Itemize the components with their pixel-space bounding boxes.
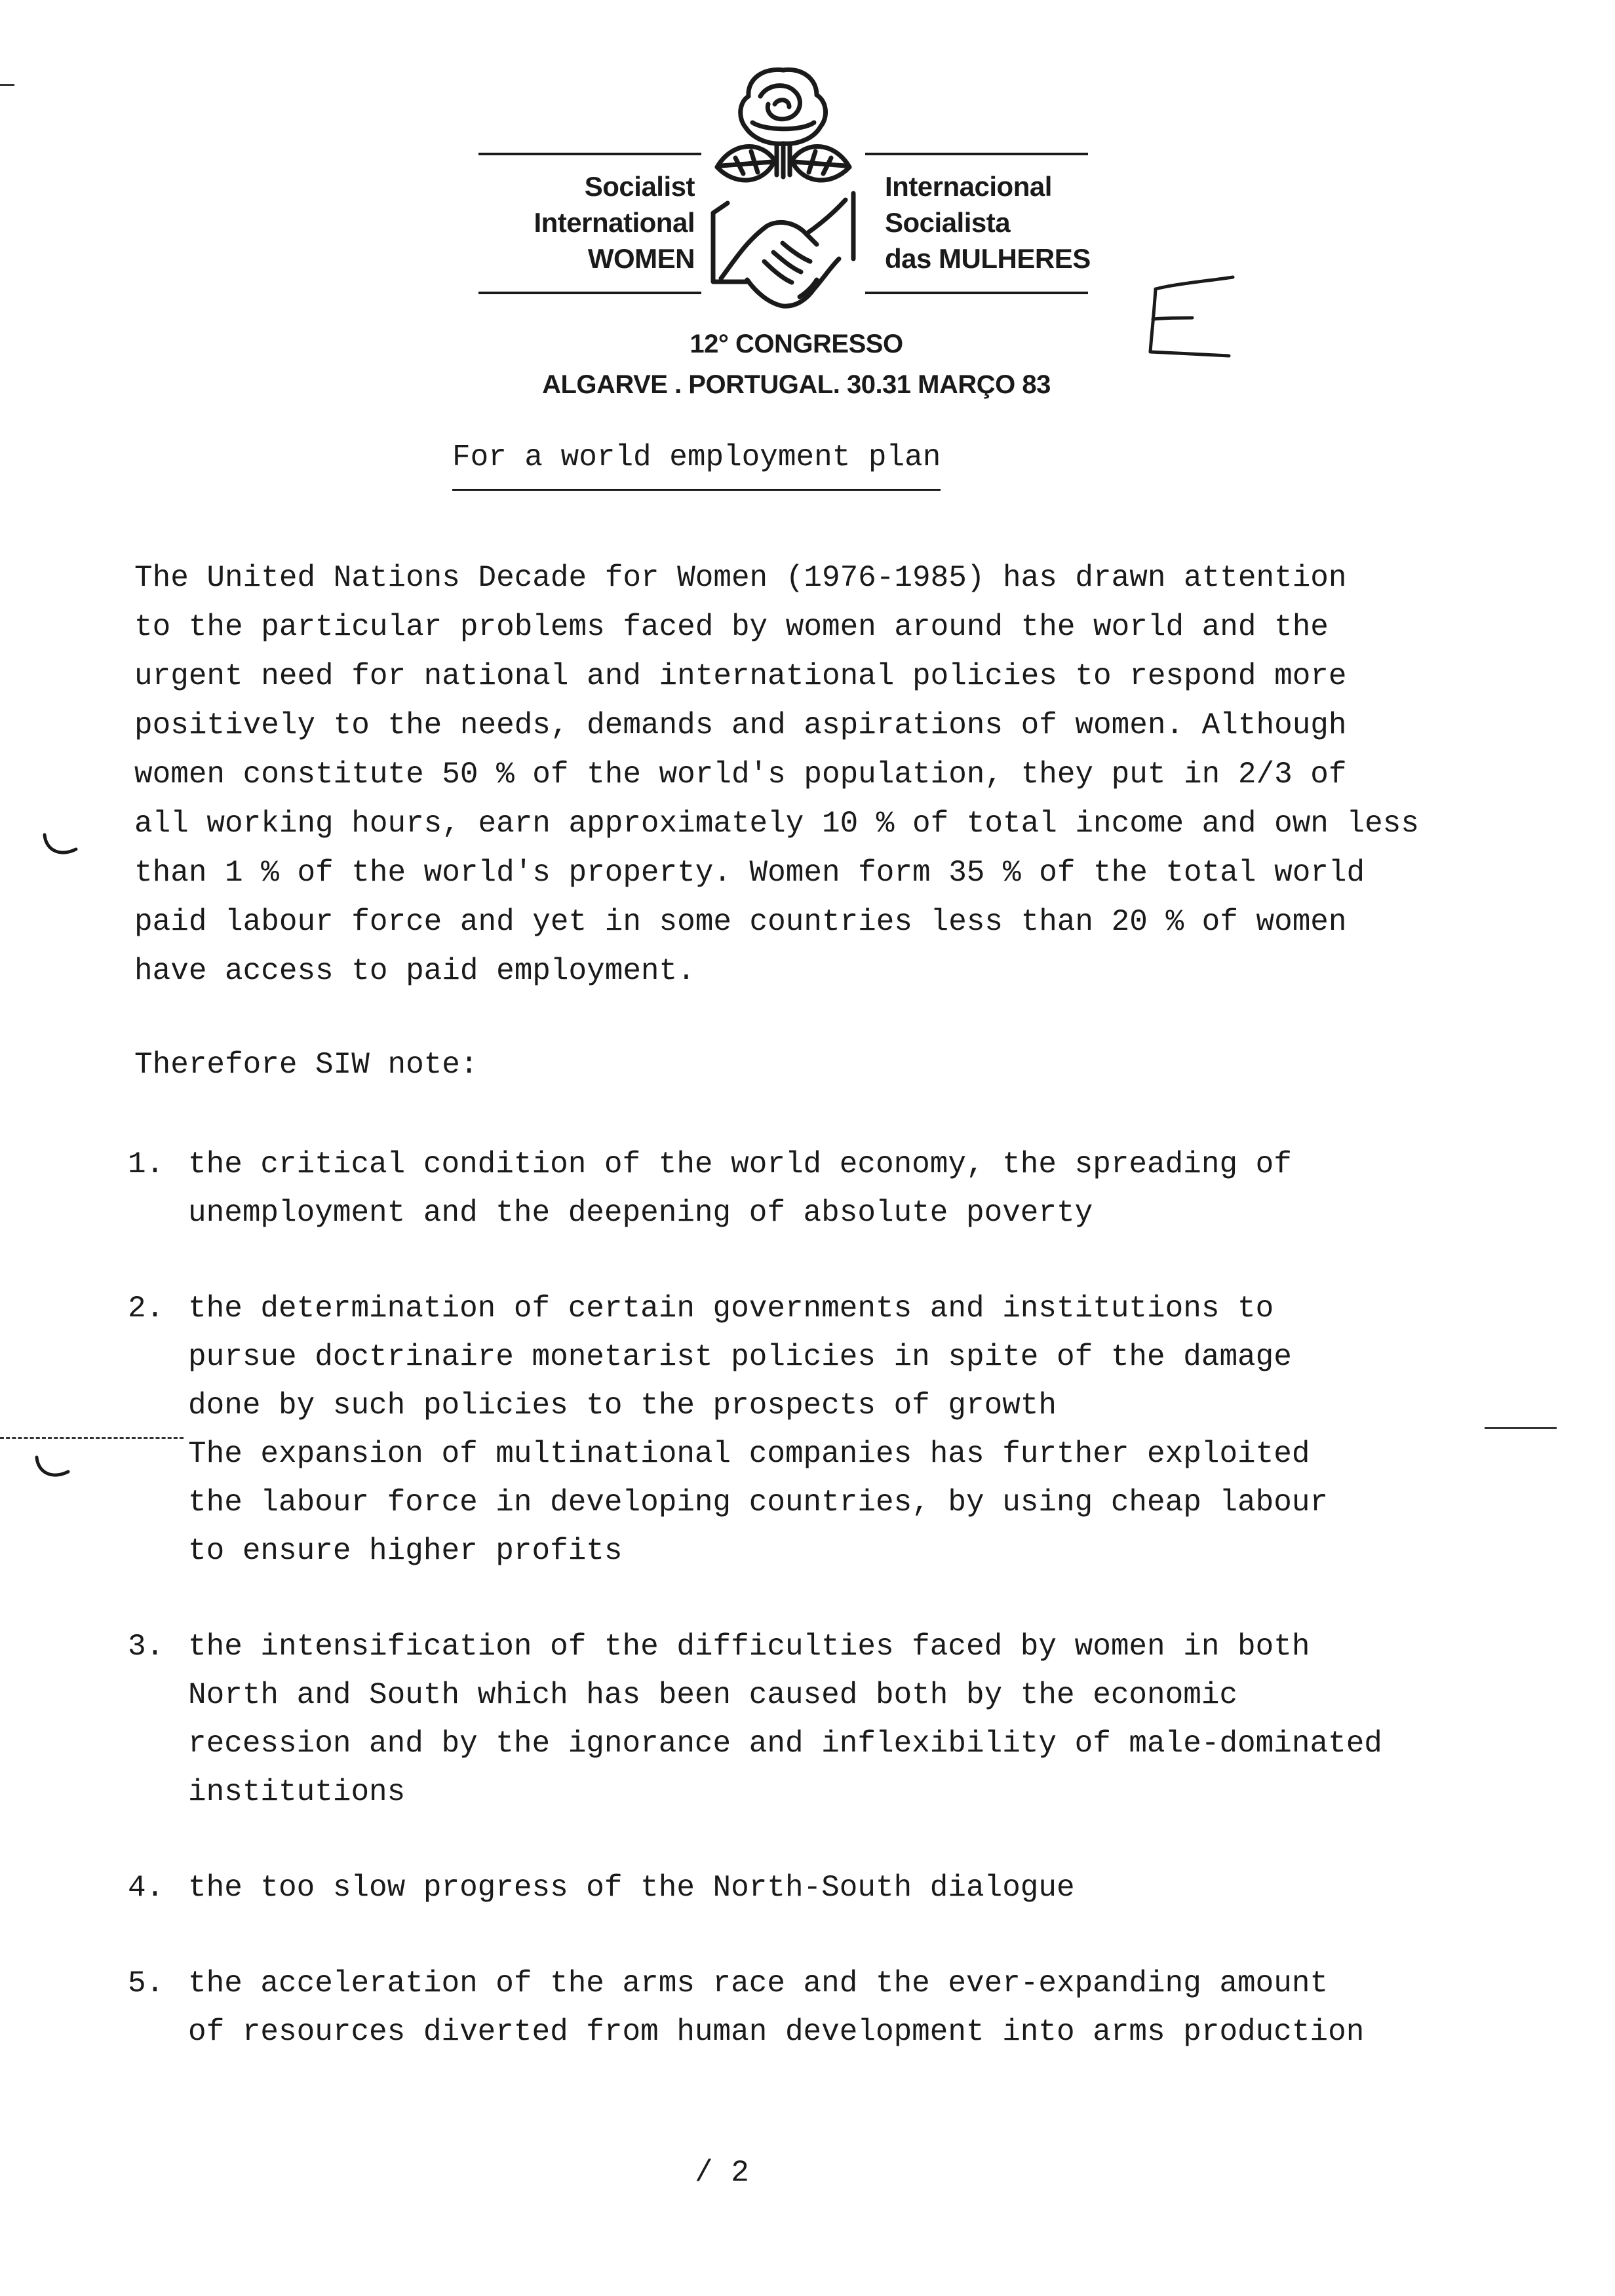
list-item — [128, 1959, 1517, 2056]
intro-line: paid labour force and yet in some countries less than 20 % of women — [134, 905, 1347, 939]
letterhead-right-line: Internacional — [885, 171, 1052, 202]
list-item-line: unemployment and the deepening of absolute poverty — [188, 1196, 1093, 1230]
list-item-line: the intensification of the difficulties faced by women in both — [188, 1630, 1310, 1664]
list-item-line: to ensure higher profits — [188, 1534, 623, 1568]
list-item-line: pursue doctrinaire monetarist policies in spite of the damage — [188, 1340, 1292, 1374]
list-item-number: 3. — [128, 1630, 165, 1664]
list-item-number: 1. — [128, 1147, 165, 1181]
intro-line: have access to paid employment. — [134, 954, 695, 988]
top-left-margin-dash — [0, 84, 14, 86]
list-item-number: 5. — [128, 1966, 165, 2000]
list-item-line: of resources diverted from human development into arms production — [188, 2015, 1365, 2049]
list-item-line: institutions — [188, 1775, 406, 1809]
list-item-line: North and South which has been caused both by the economic — [188, 1678, 1238, 1712]
intro-line: to the particular problems faced by women around the world and the — [134, 610, 1329, 644]
intro-line: than 1 % of the world's property. Women form 35 % of the total world — [134, 856, 1365, 890]
document-title: For a world employment plan — [452, 438, 941, 491]
list-item-line: recession and by the ignorance and inflexibility of male-dominated — [188, 1727, 1382, 1761]
intro-paragraph — [134, 554, 1524, 996]
letterhead-portuguese-name — [885, 168, 1091, 277]
letterhead-english-name — [534, 168, 695, 277]
intro-line: women constitute 50 % of the world's population, they put in 2/3 of — [134, 757, 1347, 792]
margin-bracket-mark — [33, 1453, 72, 1486]
list-item — [128, 1140, 1517, 1237]
insertion-cut-line-left — [0, 1437, 184, 1439]
list-item — [128, 1864, 1517, 1912]
list-item-line: the acceleration of the arms race and the ever-expanding amount — [188, 1966, 1329, 2000]
list-item-line: The expansion of multinational companies has further exploited — [188, 1437, 1310, 1471]
page-number: / 2 — [695, 2156, 749, 2190]
letterhead-left-line: International — [534, 207, 695, 238]
list-item-line: the labour force in developing countries, by using cheap labour — [188, 1485, 1329, 1520]
list-item-line: the too slow progress of the North-South dialogue — [188, 1871, 1075, 1905]
intro-line: positively to the needs, demands and aspirations of women. Although — [134, 708, 1347, 742]
letterhead — [478, 62, 1091, 324]
note-heading: Therefore SIW note: — [134, 1048, 478, 1082]
rose-handshake-emblem-icon — [701, 62, 865, 318]
intro-line: all working hours, earn approximately 10 % of total income and own less — [134, 807, 1419, 841]
list-item — [128, 1284, 1517, 1575]
intro-line: urgent need for national and international policies to respond more — [134, 659, 1347, 693]
resolution-list — [128, 1140, 1517, 2103]
list-item-line: the critical condition of the world economy, the spreading of — [188, 1147, 1292, 1181]
insertion-cut-line-right — [1485, 1427, 1557, 1429]
letterhead-left-line: WOMEN — [587, 243, 695, 274]
letterhead-right-line: Socialista — [885, 207, 1011, 238]
list-item-number: 4. — [128, 1871, 165, 1905]
list-item — [128, 1622, 1517, 1816]
list-item-line: the determination of certain governments and institutions to — [188, 1292, 1274, 1326]
congress-title: 12° CONGRESSO — [690, 330, 903, 358]
intro-line: The United Nations Decade for Women (1976-1985) has drawn attention — [134, 561, 1347, 595]
letterhead-left-line: Socialist — [584, 171, 695, 202]
list-item-line: done by such policies to the prospects of growth — [188, 1388, 1057, 1423]
list-item-number: 2. — [128, 1292, 165, 1326]
letterhead-right-line: das MULHERES — [885, 243, 1091, 274]
margin-bracket-mark — [41, 831, 80, 864]
handwritten-letter-e — [1144, 272, 1242, 364]
congress-location-date: ALGARVE . PORTUGAL. 30.31 MARÇO 83 — [542, 370, 1051, 399]
